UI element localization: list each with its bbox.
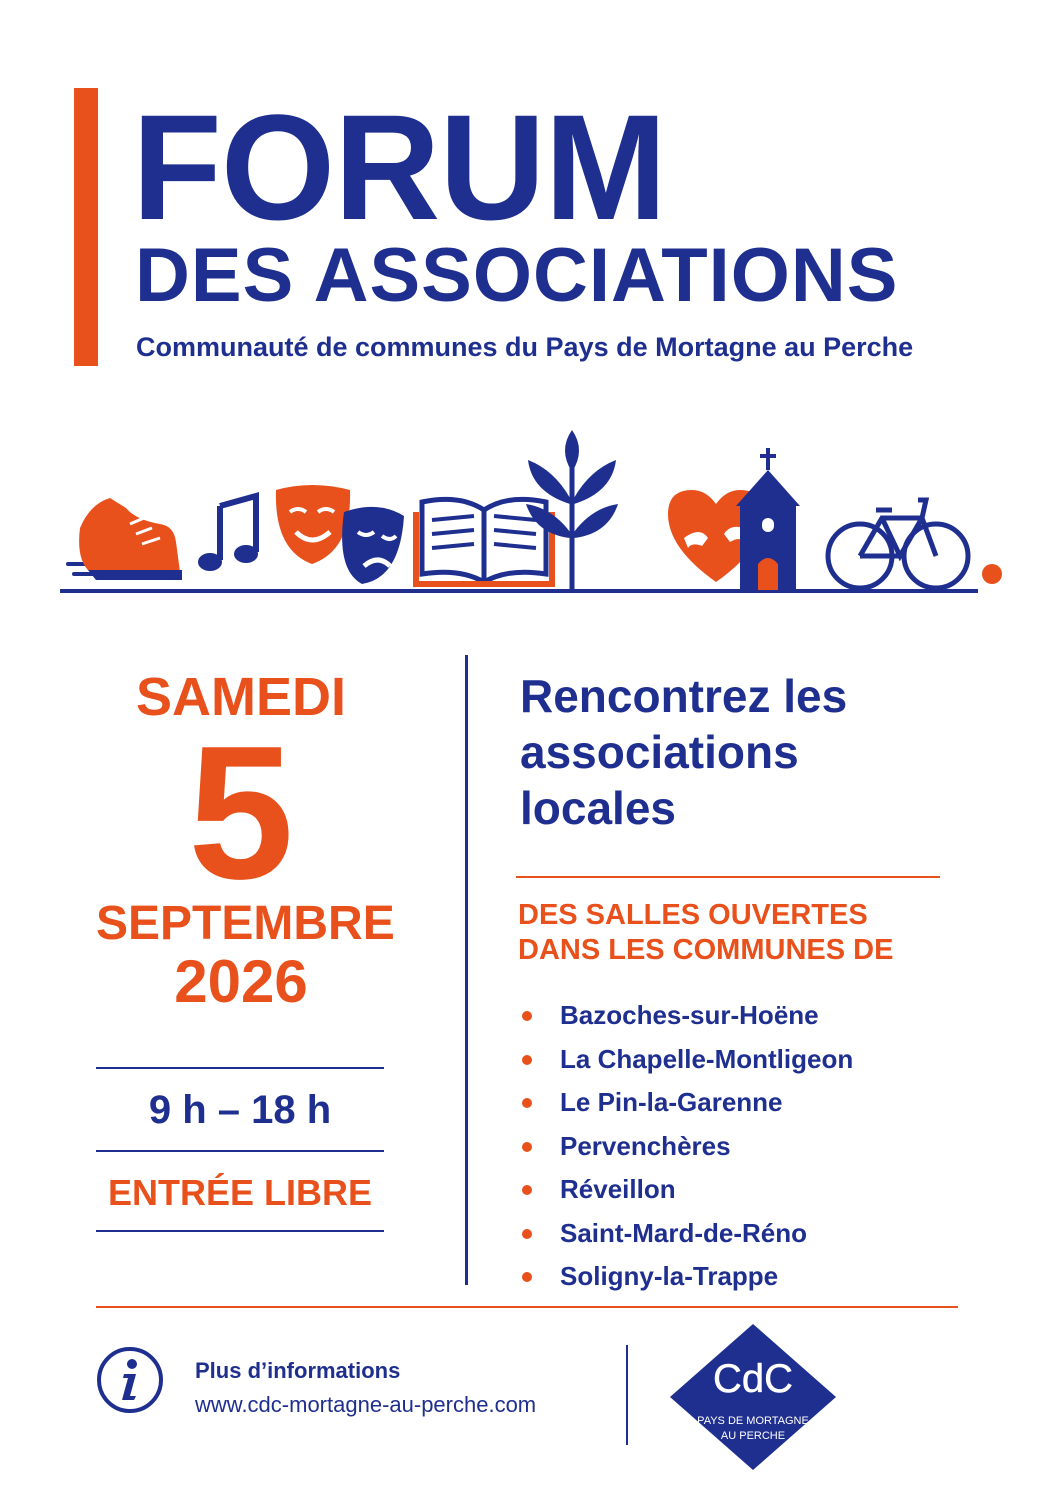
- bullet-icon: [522, 1055, 532, 1065]
- year: 2026: [174, 948, 308, 1016]
- list-item: Soligny-la-Trappe: [518, 1255, 853, 1299]
- footer-divider: [626, 1345, 628, 1445]
- end-dot: [982, 564, 1002, 584]
- list-item: Réveillon: [518, 1168, 853, 1212]
- list-item: Le Pin-la-Garenne: [518, 1081, 853, 1125]
- logo-caption-1: PAYS DE MORTAGNE: [697, 1415, 809, 1427]
- hours: 9 h – 18 h: [148, 1088, 332, 1132]
- accent-bar: [74, 88, 98, 366]
- list-item: Pervenchères: [518, 1125, 853, 1169]
- month: SEPTEMBRE: [96, 897, 395, 950]
- day-number: 5: [188, 707, 294, 919]
- headline: Rencontrez les associations locales: [520, 670, 848, 835]
- list-item: Saint-Mard-de-Réno: [518, 1212, 853, 1256]
- info-icon: [96, 1346, 164, 1414]
- entry-free: ENTRÉE LIBRE: [107, 1172, 373, 1213]
- bullet-icon: [522, 1142, 532, 1152]
- title-associations: DES ASSOCIATIONS: [135, 233, 899, 318]
- bullet-icon: [522, 1011, 532, 1021]
- plant-icon: [526, 430, 618, 590]
- list-item: Bazoches-sur-Hoëne: [518, 994, 853, 1038]
- logo-caption-2: AU PERCHE: [720, 1430, 786, 1442]
- footer-rule: [96, 1306, 958, 1308]
- rooms-heading: DES SALLES OUVERTES DANS LES COMMUNES DE: [518, 899, 894, 966]
- title-forum: FORUM: [132, 83, 667, 251]
- cdc-logo: [668, 1322, 838, 1472]
- icon-strip: [60, 420, 1010, 600]
- rule-below-hours: [96, 1150, 384, 1152]
- music-note-icon: [198, 496, 258, 571]
- list-item: La Chapelle-Montligeon: [518, 1038, 853, 1082]
- logo-text: CdC: [712, 1357, 794, 1401]
- running-shoe-icon: [68, 498, 182, 580]
- commune-list: [518, 994, 853, 1299]
- church-icon: [736, 448, 800, 590]
- info-title: Plus d’informations: [195, 1358, 401, 1383]
- date-block: [96, 667, 395, 1016]
- rule-orange: [516, 876, 940, 878]
- bullet-icon: [522, 1272, 532, 1282]
- bullet-icon: [522, 1098, 532, 1108]
- day-name: SAMEDI: [135, 667, 346, 727]
- vertical-divider: [465, 655, 468, 1285]
- website-link[interactable]: www.cdc-mortagne-au-perche.com: [195, 1392, 537, 1417]
- theater-masks-icon: [276, 485, 404, 584]
- bicycle-icon: [828, 500, 968, 588]
- bullet-icon: [522, 1185, 532, 1195]
- rule-below-entry: [96, 1230, 384, 1232]
- subtitle: Communauté de communes du Pays de Mortagne au Perche: [136, 332, 914, 362]
- bullet-icon: [522, 1229, 532, 1239]
- rule-above-hours: [96, 1067, 384, 1069]
